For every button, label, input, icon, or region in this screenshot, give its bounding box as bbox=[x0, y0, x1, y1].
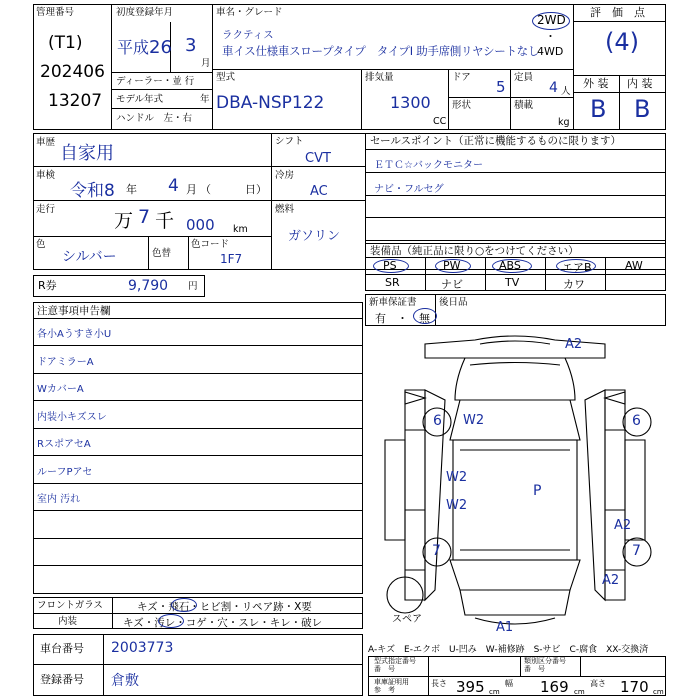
soko-label: 走行 bbox=[36, 204, 56, 215]
katashiki-value: DBA-NSP122 bbox=[216, 93, 325, 113]
note-6: ルーフPアセ bbox=[37, 467, 93, 478]
car-diagram bbox=[365, 330, 666, 640]
naiso-label: 内 装 bbox=[627, 77, 653, 90]
haiki-label: 排気量 bbox=[365, 72, 394, 83]
katashiki-label: 型式 bbox=[216, 72, 236, 83]
chassis-number: 2003773 bbox=[111, 640, 174, 656]
handle-label: ハンドル 左・右 bbox=[116, 113, 193, 124]
kg-unit: kg bbox=[558, 117, 570, 128]
equip-navi: ナビ bbox=[441, 278, 463, 291]
note-7: 室内 汚れ bbox=[37, 494, 81, 505]
warranty-choice: 有 ・ bbox=[375, 312, 408, 325]
shaken-paren: （ bbox=[200, 183, 211, 196]
mark-a2-bottom-right: A2 bbox=[602, 573, 620, 588]
r-ken-label: R券 bbox=[38, 279, 57, 292]
equip-ps: PS bbox=[383, 259, 397, 272]
equip-airbag: エアB bbox=[562, 261, 592, 274]
note-3: WカバーA bbox=[37, 384, 84, 395]
damage-legend: A-キズ E-エクボ U-凹み W-補修跡 S-サビ C-腐食 XX-交換済 bbox=[368, 645, 649, 655]
cm-unit-3: cm bbox=[653, 688, 664, 696]
mark-p: P bbox=[533, 483, 542, 499]
sen-unit: 千 bbox=[155, 210, 175, 232]
four-wd: 4WD bbox=[537, 45, 564, 58]
ac-value: AC bbox=[310, 184, 328, 199]
registration-value: 倉敷 bbox=[111, 673, 139, 689]
cm-unit-2: cm bbox=[574, 688, 585, 696]
naiso-row-label: 内装 bbox=[58, 616, 78, 627]
mark-w2-b: W2 bbox=[446, 498, 468, 513]
shift-value: CVT bbox=[305, 151, 331, 166]
cert-label: 車庫証明用 参 考 bbox=[374, 678, 409, 694]
first-reg-era: 平成26 bbox=[117, 37, 172, 58]
chuui-label: 注意事項申告欄 bbox=[37, 305, 111, 317]
shodo-label: 初度登録年月 bbox=[116, 7, 174, 18]
dealer-label: ディーラー・並 行 bbox=[116, 76, 195, 87]
month-unit: 月 bbox=[201, 58, 211, 69]
man-unit: 万 bbox=[114, 210, 134, 232]
shaken-era: 令和8 bbox=[70, 181, 115, 201]
shaken-label: 車検 bbox=[36, 170, 56, 181]
equip-sr: SR bbox=[385, 276, 400, 289]
mark-6-right: 6 bbox=[632, 413, 641, 429]
odo-000: 000 bbox=[186, 216, 215, 234]
sales-point-2: ナビ・フルセグ bbox=[374, 184, 444, 195]
mark-6-left: 6 bbox=[433, 413, 442, 429]
shaken-day-unit: 日） bbox=[245, 183, 267, 196]
toroku-label: 登録番号 bbox=[40, 673, 84, 686]
mark-w2-left: W2 bbox=[463, 413, 485, 428]
km-unit: km bbox=[233, 224, 248, 235]
equip-tv: TV bbox=[505, 276, 520, 289]
note-1: 各小Aうすき小U bbox=[37, 329, 112, 340]
shift-label: シフト bbox=[275, 136, 304, 147]
sales-point-1: ＥＴＣ☆バックモニター bbox=[374, 160, 483, 171]
odo-seven: 7 bbox=[138, 206, 151, 228]
hyoka-label: 評 価 点 bbox=[590, 6, 645, 19]
color-value: シルバー bbox=[62, 249, 117, 265]
kanri-t1: (T1) bbox=[48, 33, 83, 53]
color-code-value: 1F7 bbox=[220, 252, 243, 266]
door-value: 5 bbox=[496, 78, 506, 96]
width-value: 169 bbox=[540, 678, 569, 696]
sales-point-label: セールスポイント（正常に機能するものに限ります） bbox=[370, 135, 622, 147]
height-value: 170 bbox=[620, 678, 649, 696]
naiso-items: キズ・汚レ・コゲ・穴・スレ・キレ・破レ bbox=[123, 617, 323, 629]
mark-7-left: 7 bbox=[432, 543, 441, 559]
equip-aw: AW bbox=[625, 259, 643, 272]
width-label: 幅 bbox=[505, 679, 513, 688]
ichinichi-label: 後日品 bbox=[439, 297, 468, 308]
car-name: ラクティス bbox=[222, 29, 274, 41]
first-reg-month: 3 bbox=[185, 35, 197, 56]
model-year-unit: 年 bbox=[200, 94, 210, 105]
kanri-num-1: 202406 bbox=[40, 62, 105, 82]
sekisai-label: 積載 bbox=[514, 100, 534, 111]
yen-unit: 円 bbox=[188, 281, 198, 292]
door-label: ドア bbox=[452, 72, 471, 83]
cm-unit-1: cm bbox=[489, 688, 500, 696]
score-value: (4) bbox=[605, 28, 639, 56]
mark-7-right: 7 bbox=[632, 543, 641, 559]
equip-pw: PW bbox=[443, 259, 461, 272]
haiki-value: 1300 bbox=[390, 93, 431, 112]
r-price-value: 9,790 bbox=[128, 278, 169, 294]
reibo-label: 冷房 bbox=[275, 170, 295, 181]
iro-code-label: 色コード bbox=[191, 239, 230, 250]
type-cert-label: 型式指定番号 番 号 bbox=[374, 657, 416, 673]
spare-label: スペア bbox=[392, 614, 422, 625]
nenryo-label: 燃料 bbox=[275, 204, 295, 215]
irokae-label: 色替 bbox=[152, 248, 172, 259]
grade: 車イス仕様車スロープタイプ タイプⅠ 助手席側リヤシートなし bbox=[222, 44, 540, 58]
length-label: 長さ bbox=[431, 679, 447, 688]
mark-a2-top: A2 bbox=[565, 337, 583, 352]
naiso-value: B bbox=[634, 95, 651, 123]
iro-label: 色 bbox=[36, 239, 46, 250]
wd-dot: ・ bbox=[545, 30, 556, 43]
kanri-num-2: 13207 bbox=[48, 91, 103, 111]
equip-abs: ABS bbox=[499, 259, 521, 272]
height-label: 高さ bbox=[590, 679, 606, 688]
warranty-selected: 無 bbox=[419, 312, 430, 325]
mark-a1: A1 bbox=[496, 620, 514, 635]
kanri-label: 管理番号 bbox=[36, 7, 75, 18]
shamei-label: 車名・グレード bbox=[216, 7, 283, 18]
teiin-label: 定員 bbox=[514, 72, 534, 83]
model-year-label: モデル年式 bbox=[116, 94, 164, 105]
fuel-value: ガソリン bbox=[288, 229, 341, 244]
cc-unit: CC bbox=[433, 116, 447, 127]
note-4: 内装小キズスレ bbox=[37, 412, 107, 423]
shadai-label: 車台番号 bbox=[40, 642, 84, 655]
shaken-year-unit: 年 bbox=[126, 183, 137, 196]
teiin-value: 4 bbox=[549, 80, 558, 96]
gaiso-value: B bbox=[590, 95, 607, 123]
equip-kawa: カワ bbox=[563, 278, 585, 291]
shaken-month: 4 bbox=[168, 176, 179, 196]
length-value: 395 bbox=[456, 678, 485, 696]
shaken-month-unit: 月 bbox=[186, 183, 197, 196]
front-glass-label: フロントガラス bbox=[37, 600, 103, 611]
hoshosho-label: 新車保証書 bbox=[369, 297, 417, 308]
rekishi-value: 自家用 bbox=[60, 143, 114, 164]
mark-a2-right: A2 bbox=[614, 518, 632, 533]
note-2: ドアミラーA bbox=[37, 357, 94, 368]
note-5: RスポアセA bbox=[37, 439, 91, 450]
two-wd: 2WD bbox=[537, 13, 566, 27]
glass-items: キズ・飛石・ヒビ割・リペア跡・X要 bbox=[137, 601, 312, 613]
nin-unit: 人 bbox=[561, 86, 571, 97]
soubi-label: 装備品（純正品に限り○をつけてください） bbox=[370, 245, 579, 257]
gaiso-label: 外 装 bbox=[583, 77, 609, 90]
mark-w2-a: W2 bbox=[446, 470, 468, 485]
keijo-label: 形状 bbox=[452, 100, 472, 111]
rekishi-label: 車歴 bbox=[36, 137, 56, 148]
class-no-label: 類別区分番号 番 号 bbox=[524, 657, 566, 673]
